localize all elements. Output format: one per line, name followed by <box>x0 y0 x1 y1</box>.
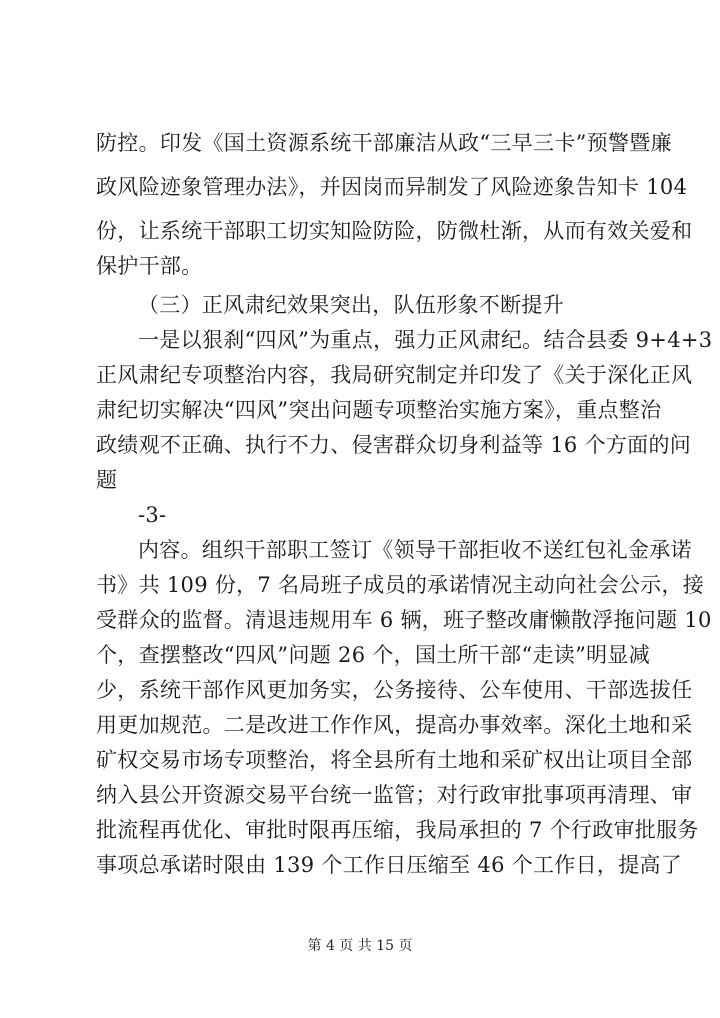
paragraph-line: 矿权交易市场专项整治，将全县所有土地和采矿权出让项目全部 <box>96 748 693 772</box>
paragraph-line: 防控。印发《国土资源系统干部廉洁从政“三早三卡”预警暨廉 <box>96 131 672 155</box>
section-heading: （三）正风肃纪效果突出，队伍形象不断提升 <box>138 293 564 317</box>
paragraph-line: 政绩观不正确、执行不力、侵害群众切身利益等 16 个方面的问 <box>96 433 692 457</box>
page-marker: -3- <box>138 503 167 527</box>
paragraph-line: 纳入县公开资源交易平台统一监管；对行政审批事项再清理、审 <box>96 783 693 807</box>
paragraph-line: 事项总承诺时限由 139 个工作日压缩至 46 个工作日，提高了 <box>96 853 683 877</box>
page-footer: 第 4 页 共 15 页 <box>307 938 413 954</box>
paragraph-line: 政风险迹象管理办法》，并因岗而异制发了风险迹象告知卡 104 <box>96 175 688 199</box>
paragraph-line: 内容。组织干部职工签订《领导干部拒收不送红包礼金承诺 <box>138 538 692 562</box>
paragraph-line: 受群众的监督。清退违规用车 6 辆，班子整改庸懒散浮拖问题 10 <box>96 608 712 632</box>
paragraph-line: 份，让系统干部职工切实知险防险，防微杜渐，从而有效关爱和 <box>96 219 693 243</box>
paragraph-line: 保护干部。 <box>96 254 203 278</box>
paragraph-line: 题 <box>96 468 118 492</box>
paragraph-line: 批流程再优化、审批时限再压缩，我局承担的 7 个行政审批服务 <box>96 818 699 842</box>
paragraph-line: 肃纪切实解决“四风”突出问题专项整治实施方案》，重点整治 <box>96 398 662 422</box>
paragraph-line: 个，查摆整改“四风”问题 26 个，国土所干部“走读”明显减 <box>96 643 651 667</box>
paragraph-line: 书》共 109 份，7 名局班子成员的承诺情况主动向社会公示，接 <box>96 573 705 597</box>
paragraph-line: 一是以狠刹“四风”为重点，强力正风肃纪。结合县委 9+4+3 <box>138 328 713 352</box>
paragraph-line: 用更加规范。二是改进工作作风，提高办事效率。深化土地和采 <box>96 713 693 737</box>
paragraph-line: 正风肃纪专项整治内容，我局研究制定并印发了《关于深化正风 <box>96 363 693 387</box>
paragraph-line: 少，系统干部作风更加务实，公务接待、公车使用、干部选拔任 <box>96 678 693 702</box>
